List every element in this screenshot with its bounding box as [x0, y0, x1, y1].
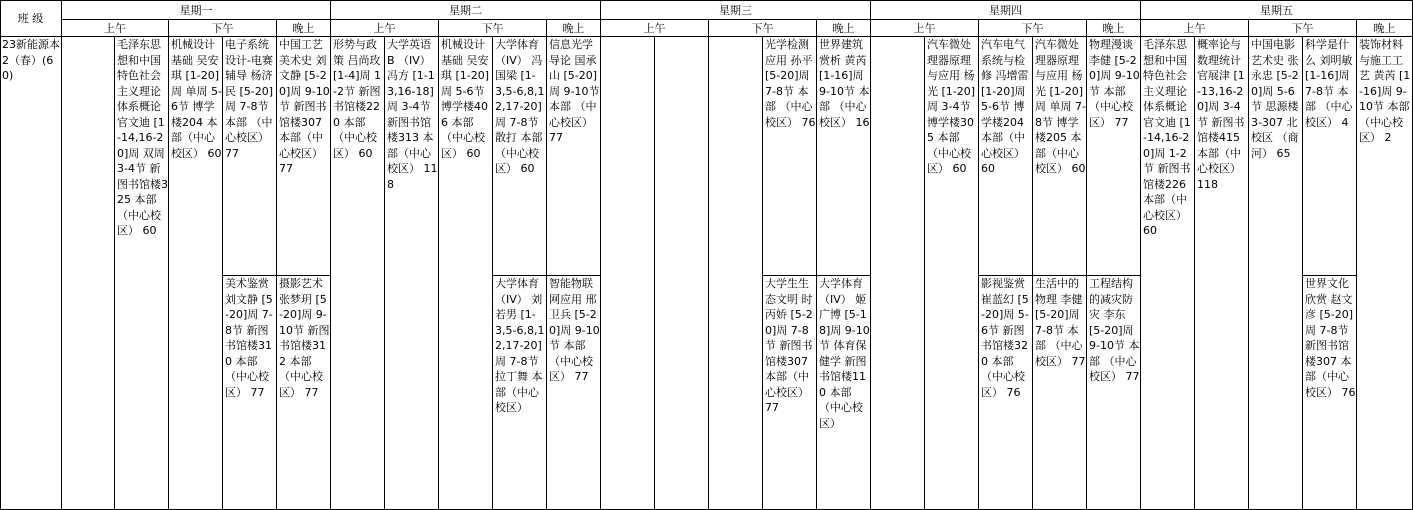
course-cell[interactable]: 大学英语B （IV） 冯方 [1-13,16-18]周 3-4节 新图书馆楼313 本部（中心校区） 118	[385, 37, 439, 510]
course-cell[interactable]: 工程结构的减灾防灾 李东 [5-20]周 9-10节 本部 （中心校区） 77	[1087, 276, 1141, 510]
course-cell[interactable]: 大学体育 （IV） 姬广博 [5-18]周 9-10节 体育保健学 新图书馆楼110 本部 （中心校区）	[817, 276, 871, 510]
course-cell[interactable]: 机械设计基础 吴安琪 [1-20]周 5-6节 博学楼406 本部（中心校区） 60	[439, 37, 493, 510]
course-cell[interactable]: 科学是什么 刘明敏 [1-16]周 7-8节 本部 （中心校区） 4	[1303, 37, 1357, 276]
day-header-mon: 星期一	[62, 0, 331, 20]
period-header-fri-am: 上午	[1141, 20, 1249, 37]
course-cell[interactable]: 形势与政策 吕尚玫 [1-4]周 1-2节 新图书馆楼220 本部（中心校区） 60	[331, 37, 385, 510]
empty-slot	[601, 37, 655, 510]
day-header-fri: 星期五	[1141, 0, 1413, 20]
course-cell[interactable]: 智能物联网应用 邢卫兵 [5-20]周 9-10节 本部 （中心校区） 77	[547, 276, 601, 510]
course-cell[interactable]: 大学体育 （IV） 冯国梁 [1-3,5-6,8,12,17-20]周 7-8节 散打 本部（中心校区） 60	[493, 37, 547, 276]
course-cell[interactable]: 汽车微处理器原理与应用 杨光 [1-20]周 3-4节 博学楼305 本部（中心校区） 60	[925, 37, 979, 510]
course-cell[interactable]: 信息光学导论 国承山 [5-20]周 9-10节 本部 （中心校区） 77	[547, 37, 601, 276]
period-header-fri-ev: 晚上	[1357, 20, 1413, 37]
period-header-tue-pm: 下午	[439, 20, 547, 37]
class-header: 班 级	[0, 0, 62, 37]
course-cell[interactable]: 美术鉴赏 刘文静 [5-20]周 7-8节 新图书馆楼310 本部（中心校区） 77	[223, 276, 277, 510]
course-cell[interactable]: 机械设计基础 吴安琪 [1-20]周 单周 5-6节 博学楼204 本部（中心校区） 60	[169, 37, 223, 510]
day-header-wed: 星期三	[601, 0, 871, 20]
period-header-fri-pm: 下午	[1249, 20, 1357, 37]
empty-slot	[655, 37, 709, 510]
empty-slot	[62, 37, 115, 510]
course-cell[interactable]: 电子系统设计-电赛辅导 杨济民 [5-20]周 7-8节 本部 （中心校区） 77	[223, 37, 277, 276]
course-cell[interactable]: 装饰材料与施工工艺 黄芮 [1-16]周 9-10节 本部 （中心校区） 2	[1357, 37, 1413, 510]
course-cell[interactable]: 汽车电气系统与检修 冯增雷 [1-20]周 5-6节 博学楼204 本部（中心校区） 60	[979, 37, 1033, 276]
period-header-mon-am: 上午	[62, 20, 169, 37]
period-header-thu-am: 上午	[871, 20, 979, 37]
class-name: 23新能源本2（春）(60)	[0, 37, 62, 510]
course-cell[interactable]: 影视鉴赏 崔蓝幻 [5-20]周 5-6节 新图书馆楼320 本部（中心校区） 76	[979, 276, 1033, 510]
course-cell[interactable]: 世界文化欣赏 赵文彦 [5-20]周 7-8节 新图书馆楼307 本部（中心校区） 76	[1303, 276, 1357, 510]
day-header-tue: 星期二	[331, 0, 601, 20]
course-cell[interactable]: 物理漫谈 李健 [5-20]周 9-10节 本部（中心校区） 77	[1087, 37, 1141, 276]
course-cell[interactable]: 大学体育 （IV） 刘若男 [1-3,5-6,8,12,17-20]周 7-8节 拉丁舞 本部（中心校区）	[493, 276, 547, 510]
course-cell[interactable]: 汽车微处理器原理与应用 杨光 [1-20]周 单周 7-8节 博学楼205 本部（中心校区） 60	[1033, 37, 1087, 276]
empty-slot	[709, 37, 763, 510]
course-cell[interactable]: 大学生生态文明 时丙娇 [5-20]周 7-8节 新图书馆楼307 本部（中心校区） 77	[763, 276, 817, 510]
period-header-tue-am: 上午	[331, 20, 439, 37]
period-header-thu-pm: 下午	[979, 20, 1087, 37]
period-header-wed-pm: 下午	[709, 20, 817, 37]
course-cell[interactable]: 中国工艺美术史 刘文静 [5-20]周 9-10节 新图书馆楼307 本部（中心校区） 77	[277, 37, 331, 276]
course-cell[interactable]: 光学检测应用 孙平 [5-20]周 7-8节 本部 （中心校区） 76	[763, 37, 817, 276]
course-cell[interactable]: 世界建筑赏析 黄芮 [1-16]周 9-10节 本部 （中心校区） 16	[817, 37, 871, 276]
day-header-thu: 星期四	[871, 0, 1141, 20]
empty-slot	[871, 37, 925, 510]
period-header-thu-ev: 晚上	[1087, 20, 1141, 37]
course-cell[interactable]: 中国电影艺术史 张永忠 [5-20]周 5-6节 思源楼3-307 北校区 （商河） 65	[1249, 37, 1303, 510]
course-cell[interactable]: 摄影艺术 张梦玥 [5-20]周 9-10节 新图书馆楼312 本部（中心校区） 77	[277, 276, 331, 510]
period-header-mon-pm: 下午	[169, 20, 277, 37]
period-header-wed-ev: 晚上	[817, 20, 871, 37]
course-cell[interactable]: 生活中的物理 李健 [5-20]周 7-8节 本部 （中心校区） 77	[1033, 276, 1087, 510]
course-cell[interactable]: 毛泽东思想和中国特色社会主义理论体系概论 官文迪 [1-14,16-20]周 双周 3-4节 新图书馆楼325 本部 （中心校区） 60	[115, 37, 169, 510]
period-header-wed-am: 上午	[601, 20, 709, 37]
course-cell[interactable]: 概率论与数理统计 官展津 [1-13,16-20]周 3-4节 新图书馆楼415 本部（中心校区） 118	[1195, 37, 1249, 510]
period-header-mon-ev: 晚上	[277, 20, 331, 37]
course-cell[interactable]: 毛泽东思想和中国特色社会主义理论体系概论 官文迪 [1-14,16-20]周 1-2节 新图书馆楼226 本部（中心校区） 60	[1141, 37, 1195, 510]
period-header-tue-ev: 晚上	[547, 20, 601, 37]
